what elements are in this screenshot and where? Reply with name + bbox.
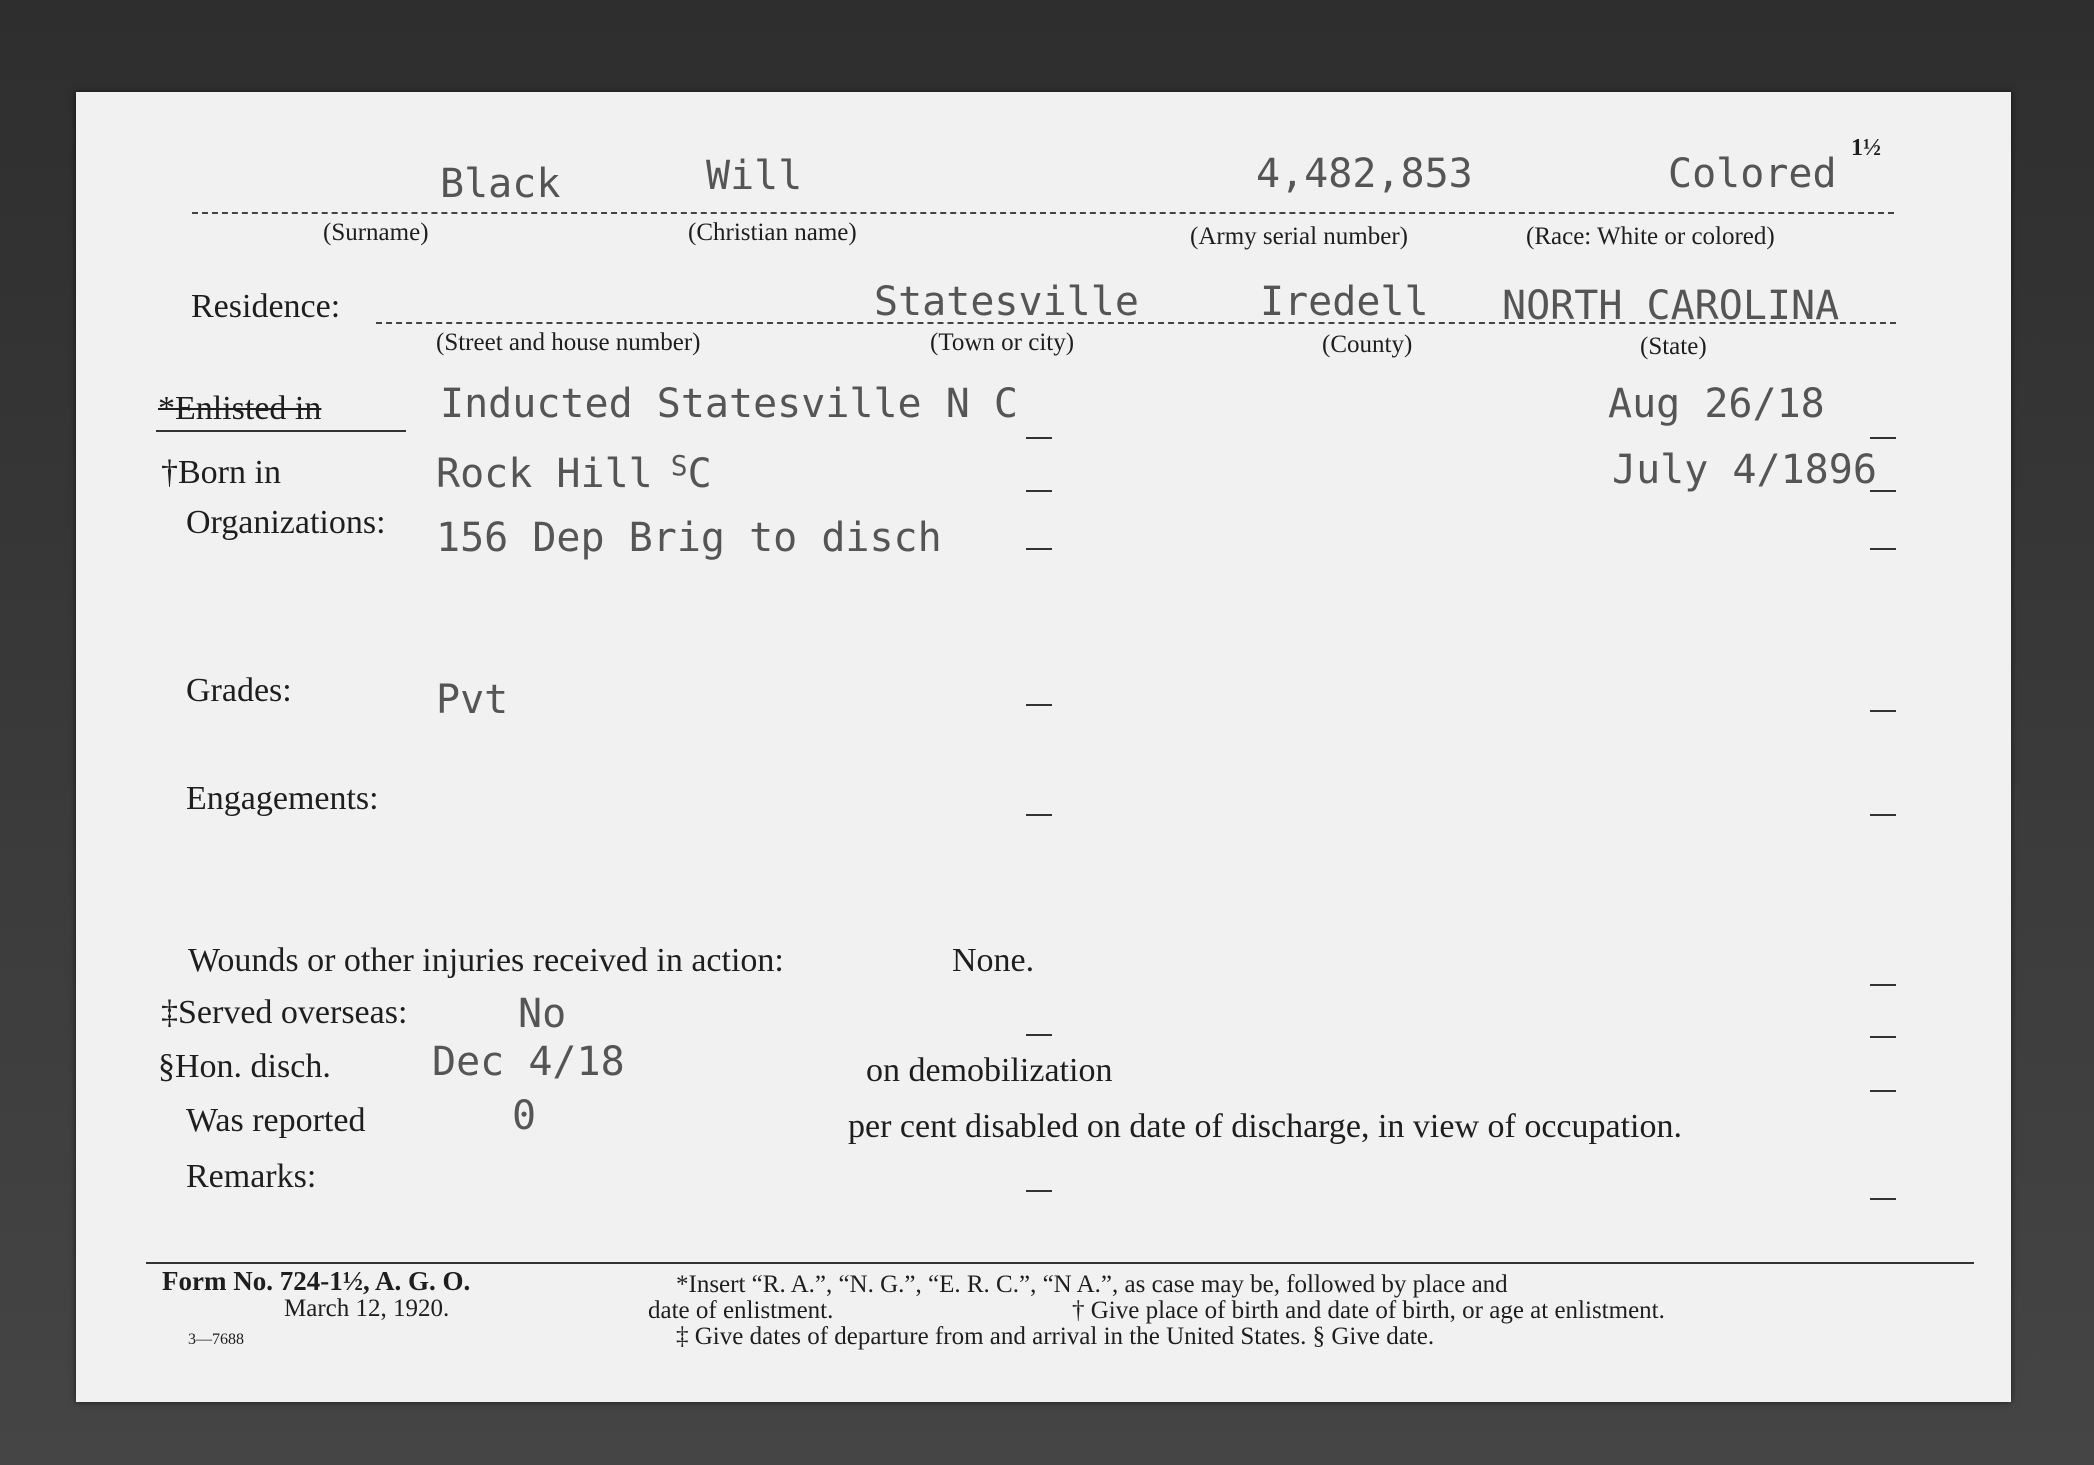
enlisted-label: *Enlisted in xyxy=(158,390,322,427)
residence-label: Residence: xyxy=(191,288,341,325)
dash xyxy=(1026,814,1052,816)
engagements-label: Engagements: xyxy=(186,780,379,817)
residence-rule xyxy=(376,322,1896,324)
discharge-date-value: Dec 4/18 xyxy=(432,1039,625,1085)
enlisted-underline xyxy=(156,430,406,432)
footnote-enlisted-cont: date of enlistment. xyxy=(648,1297,834,1324)
state-value: NORTH CAROLINA xyxy=(1502,283,1840,329)
town-caption: (Town or city) xyxy=(930,329,1075,356)
footnote-overseas: ‡ Give dates of departure from and arrival in the United States. § Give date. xyxy=(676,1323,1435,1350)
race-value: Colored xyxy=(1668,151,1837,197)
dash xyxy=(1026,437,1052,439)
record-card xyxy=(76,92,2011,1402)
county-value: Iredell xyxy=(1260,279,1429,325)
born-place-sup: S xyxy=(670,449,688,482)
dash xyxy=(1870,1198,1896,1200)
born-place-value xyxy=(436,449,712,497)
grades-label: Grades: xyxy=(186,672,292,709)
hon-disch-label: §Hon. disch. xyxy=(158,1048,331,1085)
overseas-value: No xyxy=(518,991,567,1037)
dash xyxy=(1870,814,1896,816)
remarks-label: Remarks: xyxy=(186,1158,317,1195)
form-number: Form No. 724-1½, A. G. O. xyxy=(162,1266,471,1296)
footnote-birth: † Give place of birth and date of birth, or age at enlistment. xyxy=(1072,1297,1665,1324)
grade-value: Pvt xyxy=(436,677,509,723)
serial-caption: (Army serial number) xyxy=(1190,223,1408,250)
header-rule xyxy=(192,212,1894,214)
born-label: †Born in xyxy=(161,454,281,491)
county-caption: (County) xyxy=(1322,331,1413,358)
christian-name-value: Will xyxy=(706,153,803,199)
wounds-label: Wounds or other injuries received in action: xyxy=(188,942,784,979)
served-overseas-label: ‡Served overseas: xyxy=(161,994,408,1031)
surname-value: Black xyxy=(440,161,561,207)
reported-value: 0 xyxy=(512,1093,537,1139)
print-code: 3—7688 xyxy=(188,1331,244,1348)
enlisted-value: Inducted Statesville N C xyxy=(440,381,1018,427)
dash xyxy=(1026,490,1052,492)
on-demob-label: on demobilization xyxy=(866,1052,1113,1089)
enlisted-date-value: Aug 26/18 xyxy=(1608,381,1825,427)
surname-caption: (Surname) xyxy=(323,219,429,246)
organization-value: 156 Dep Brig to disch xyxy=(436,515,942,561)
born-date-value: July 4/1896 xyxy=(1612,447,1877,493)
dash xyxy=(1026,1190,1052,1192)
fraction-mark: 1½ xyxy=(1851,135,1881,161)
dash xyxy=(1026,704,1052,706)
dash xyxy=(1026,1034,1052,1036)
state-caption: (State) xyxy=(1640,333,1707,360)
form-date: March 12, 1920. xyxy=(284,1295,450,1322)
footnote-enlisted: *Insert “R. A.”, “N. G.”, “E. R. C.”, “N A.”, as case may be, followed by place and xyxy=(676,1271,1508,1298)
dash xyxy=(1026,548,1052,550)
born-place-end: C xyxy=(687,451,712,497)
street-caption: (Street and house number) xyxy=(436,329,701,356)
wounds-value: None. xyxy=(952,942,1035,979)
footer-rule xyxy=(146,1262,1974,1264)
serial-number-value: 4,482,853 xyxy=(1256,151,1473,197)
dash xyxy=(1870,710,1896,712)
dash xyxy=(1870,490,1896,492)
town-value: Statesville xyxy=(874,279,1139,325)
dash xyxy=(1870,1036,1896,1038)
was-reported-label: Was reported xyxy=(186,1102,366,1139)
dash xyxy=(1870,984,1896,986)
born-place-text: Rock Hill xyxy=(436,451,653,497)
christian-name-caption: (Christian name) xyxy=(688,219,857,246)
organizations-label: Organizations: xyxy=(186,504,386,541)
race-caption: (Race: White or colored) xyxy=(1526,223,1775,250)
dash xyxy=(1870,1090,1896,1092)
dash xyxy=(1870,548,1896,550)
dash xyxy=(1870,437,1896,439)
per-cent-label: per cent disabled on date of discharge, in view of occupation. xyxy=(848,1108,1682,1145)
